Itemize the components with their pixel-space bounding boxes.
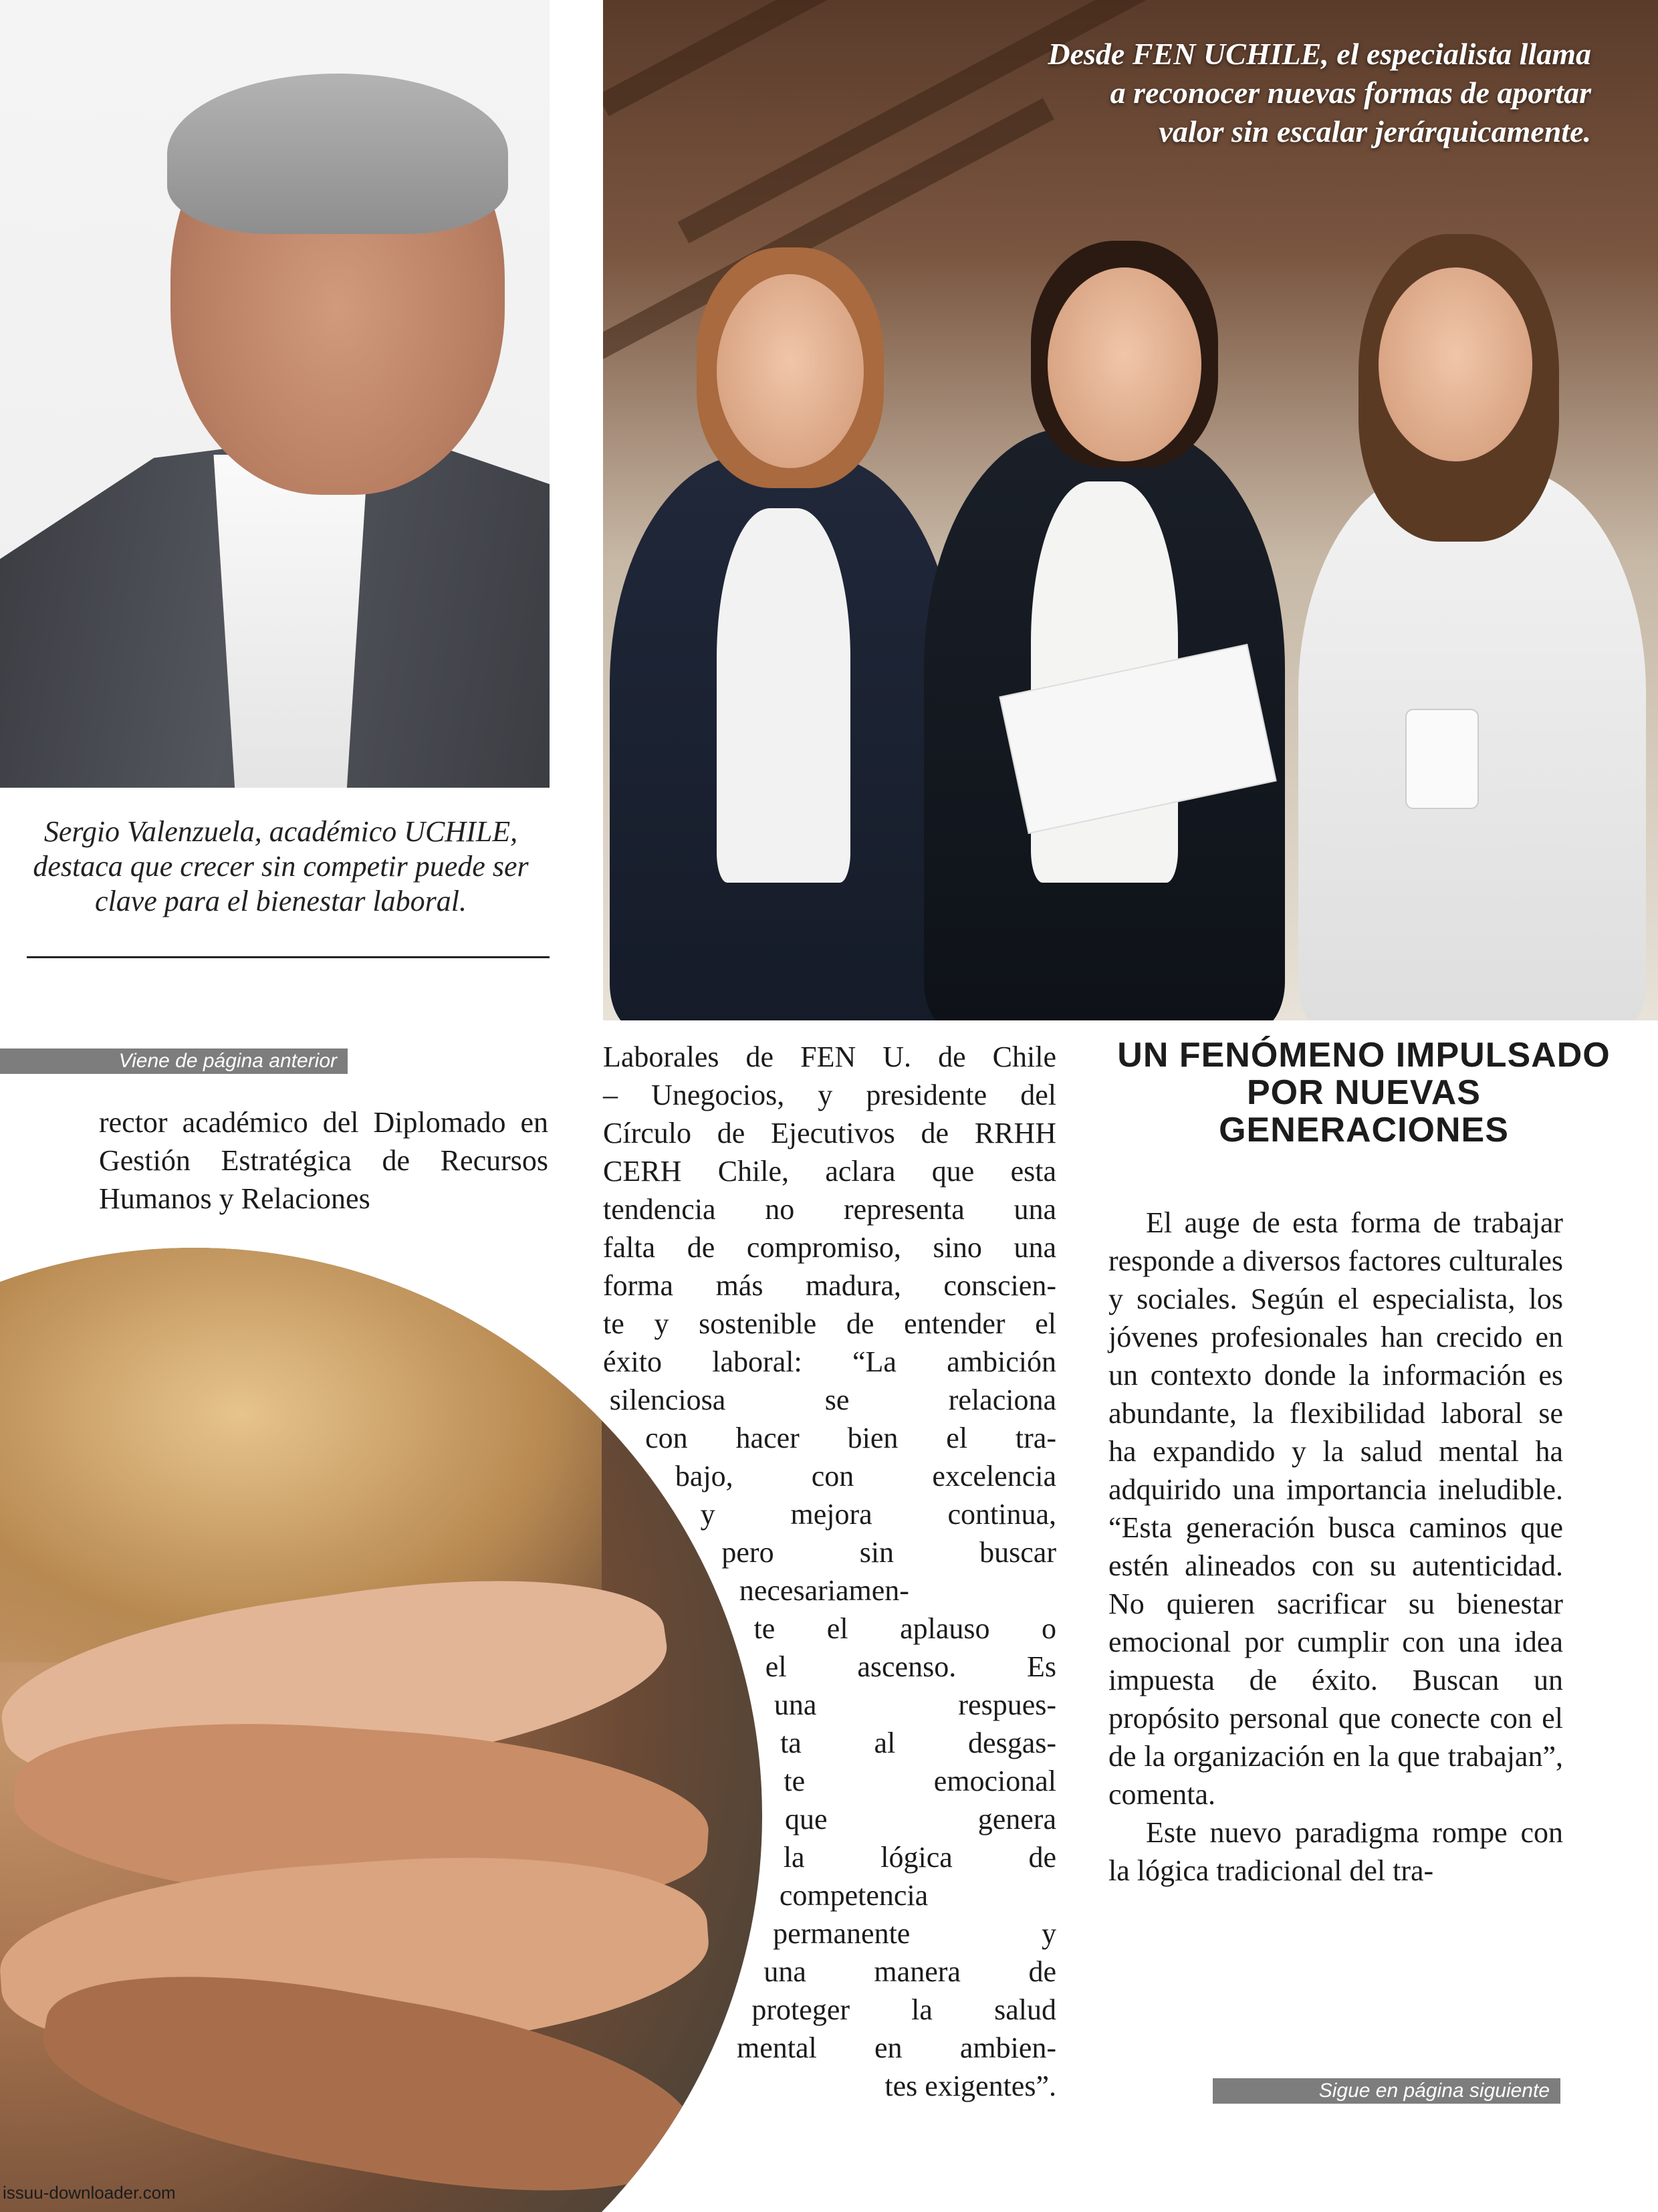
column-2-line: necesariamen- xyxy=(739,1574,909,1607)
column-2-line: tendencia no representa una xyxy=(603,1193,1056,1226)
column-2-line: y mejora continua, xyxy=(700,1498,1056,1531)
column-2-line: éxito laboral: “La ambición xyxy=(603,1345,1056,1378)
person-right-face xyxy=(1379,267,1532,461)
column-2-line: con hacer bien el tra- xyxy=(645,1422,1056,1454)
portrait-hair xyxy=(167,74,508,234)
column-1-paragraph: rector académico del Diplomado en Gestión Estratégica de Recursos Humanos y Relaciones xyxy=(99,1106,548,1215)
column-2-line: ta al desgas- xyxy=(780,1727,1056,1759)
team-photo-caption: Desde FEN UCHILE, el especialista llama a reconocer nuevas formas de aportar valor sin escalar jerárquicamente. xyxy=(1048,37,1591,148)
column-2-line: Círculo de Ejecutivos de RRHH xyxy=(603,1117,1056,1149)
column-2-line: te emocional xyxy=(784,1765,1056,1797)
portrait-caption: Sergio Valenzuela, académico UCHILE, destaca que crecer sin competir puede ser clave para el bienestar laboral. xyxy=(33,815,529,917)
next-page-tag: Sigue en página siguiente xyxy=(1213,2078,1560,2104)
caption-divider xyxy=(27,956,550,958)
column-2-line: permanente y xyxy=(773,1917,1056,1950)
column-2-line: silenciosa se relaciona xyxy=(609,1384,1056,1416)
column-2-line: Laborales de FEN U. de Chile xyxy=(603,1040,1056,1073)
column-3-paragraph-2: Este nuevo paradigma rompe con la lógica tradicional del tra- xyxy=(1108,1816,1563,1887)
column-2-line: bajo, con excelencia xyxy=(675,1460,1056,1492)
portrait-photo xyxy=(0,0,550,788)
column-2-line: una manera de xyxy=(763,1955,1056,1988)
watermark: issuu-downloader.com xyxy=(3,2183,176,2203)
column-2-line: CERH Chile, aclara que esta xyxy=(603,1155,1056,1188)
column-1-text xyxy=(99,1103,548,1218)
person-center-face xyxy=(1048,267,1201,461)
column-2-line: te y sostenible de entender el xyxy=(603,1307,1056,1340)
column-2-line: pero sin buscar xyxy=(721,1536,1056,1569)
column-2-line: falta de compromiso, sino una xyxy=(603,1231,1056,1264)
column-2-line: el ascenso. Es xyxy=(765,1650,1056,1683)
column-2-line: una respues- xyxy=(774,1688,1056,1721)
column-3-paragraph-1: El auge de esta forma de trabajar responde a diversos factores culturales y sociales. Según el especialista, los jóvenes profesionales han crecido en un contexto donde la información es abundante, la flexibilidad laboral se ha expandido y la salud mental ha adquirido una importancia ineludible. “Esta generación busca caminos que estén alineados con su autenticidad. No quieren sacrificar su bienestar emocional por cumplir con una idea impuesta de éxito. Buscan un propósito personal que conecte con el de la organización en la que trabajan”, comenta. xyxy=(1108,1206,1563,1811)
coffee-cup xyxy=(1405,709,1479,809)
previous-page-tag: Viene de página anterior xyxy=(0,1048,348,1074)
column-2-line: mental en ambien- xyxy=(737,2031,1056,2064)
column-2-line: tes exigentes”. xyxy=(884,2070,1056,2102)
column-2-line: competencia xyxy=(779,1879,929,1912)
column-2-line: forma más madura, conscien- xyxy=(603,1269,1056,1302)
person-left-shirt xyxy=(717,508,850,883)
column-3-text xyxy=(1108,1204,1563,1890)
column-2-line: – Unegocios, y presidente del xyxy=(603,1079,1056,1111)
person-left-face xyxy=(717,274,864,468)
column-2-text xyxy=(603,1038,1056,2105)
section-headline: UN FENÓMENO IMPULSADO POR NUEVAS GENERACIONES xyxy=(1117,1036,1611,1149)
team-photo xyxy=(603,0,1658,1020)
column-2-line: la lógica de xyxy=(783,1841,1056,1874)
column-2-line: que genera xyxy=(784,1803,1056,1836)
column-2-line: proteger la salud xyxy=(751,1993,1056,2026)
column-2-line: te el aplauso o xyxy=(753,1612,1056,1645)
